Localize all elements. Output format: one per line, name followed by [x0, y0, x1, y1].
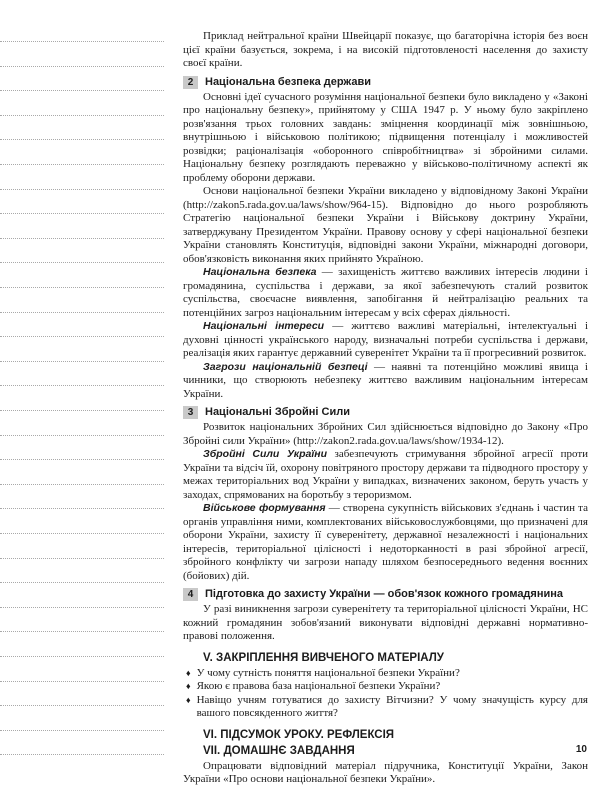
rule-line — [0, 164, 164, 165]
rule-line — [0, 41, 164, 42]
definition-term: Загрози національній безпеці — [203, 360, 368, 373]
homework-paragraph: Опрацювати відповідний матеріал підручника, Конституції України, Закон України «Про основи національної безпеки України». — [183, 759, 588, 785]
rule-line — [0, 410, 164, 411]
rule-line — [0, 754, 164, 755]
section-number-badge: 3 — [183, 406, 198, 419]
rule-line — [0, 656, 164, 657]
definition-text: — життєво важливі матеріальні, інтелектуальні і духовні цінності українського народу, визначальні потреби суспільства і держави, реалізація яких гарантує державний суверенітет України та її прогресивний розвиток. — [183, 320, 588, 359]
rule-line — [0, 66, 164, 67]
rule-line — [0, 582, 164, 583]
diamond-bullet-icon: ♦ — [186, 667, 191, 678]
section-number-badge: 2 — [183, 76, 198, 89]
definition-military-formation — [183, 502, 588, 583]
definition-security-threats — [183, 361, 588, 402]
section-number-badge: 4 — [183, 588, 198, 601]
rule-line — [0, 213, 164, 214]
rule-line — [0, 312, 164, 313]
definition-national-interests — [183, 320, 588, 361]
diamond-bullet-icon: ♦ — [186, 694, 191, 705]
question-text: Якою є правова база національної безпеки України? — [196, 680, 441, 692]
rule-line — [0, 459, 164, 460]
question-item — [186, 667, 588, 681]
rule-line — [0, 607, 164, 608]
rule-line — [0, 533, 164, 534]
page-number: 10 — [575, 744, 587, 755]
rule-line — [0, 484, 164, 485]
rule-line — [0, 336, 164, 337]
definition-text: — захищеність життєво важливих інтересів людини і громадянина, суспільства і держави, за якої забезпечують сталий розвиток суспільства, своєчасне виявлення, запобігання й нейтралізацію реальних та потенційних загроз національним інтересам у всіх сферах діяльності. — [183, 266, 588, 319]
question-item — [186, 680, 588, 694]
definition-term: Збройні Сили України — [203, 448, 328, 460]
rule-line — [0, 238, 164, 239]
paragraph: Основні ідеї сучасного розуміння національної безпеки було викладено у «Законі про національну безпеку», прийнятому у США 1947 р. У ньому було закріплено розв'язання трьох головних завдань: зміцнення координації між зовнішньою, внутрішньою і військовою політикою; підвищення потенціалу і можливостей розвідки; раціоналізація «оборонного співробітництва» зі збройними силами. Національну безпеку розглядають переважно у військово-політичному аспекті як проблему оборони держави. — [183, 90, 588, 184]
paragraph: Розвиток національних Збройних Сил здійснюється відповідно до Закону «Про Збройні сили України» (http://zakon2.rada.gov.ua/laws/show/1934-12). — [183, 421, 588, 447]
diamond-bullet-icon: ♦ — [186, 681, 191, 691]
definition-text: забезпечують стримування збройної агресії проти України та відсіч їй, охорону повітряного простору держави та підводного простору у межах територіальних вод України у випадках, визначених законом, беруть участь у заходах, спрямованих на боротьбу з тероризмом. — [183, 448, 589, 501]
rule-line — [0, 631, 164, 632]
section-title: Національна безпека держави — [205, 75, 371, 88]
definition-national-security — [183, 266, 588, 320]
rule-line — [0, 435, 164, 436]
rule-line — [0, 287, 164, 288]
paragraph: Основи національної безпеки України викладено у відповідному Законі України (http://zakon5.rada.gov.ua/laws/show/964-15). Відповідно до нього розробляють Стратегію національної безпеки України і Військову доктрину України, затверджувану Президентом України. Правову основу у сфері національної безпеки України становлять Конституція, відповідні закони України, міжнародні договори, обов'язковість виконання яких прийнято Україною. — [183, 185, 588, 265]
section-heading-2 — [183, 76, 588, 89]
section-title: Підготовка до захисту України — обов'язок кожного громадянина — [205, 588, 564, 600]
rule-line — [0, 361, 164, 362]
paragraph: У разі виникнення загрози суверенітету та територіальної цілісності України, НС кожний громадянин зобов'язаний виконувати відповідні державні нормативно-правові положення. — [183, 603, 588, 642]
content-column — [183, 30, 588, 787]
question-item — [186, 694, 588, 721]
question-text: Навіщо учням готуватися до захисту Вітчизни? У чому значущість курсу для вашого повсякденного життя? — [196, 693, 588, 719]
rule-line — [0, 189, 164, 190]
rule-line — [0, 730, 164, 731]
rule-line — [0, 681, 164, 682]
rule-line — [0, 508, 164, 509]
rule-line — [0, 90, 164, 91]
definition-term: Національні інтереси — [203, 320, 325, 332]
intro-paragraph: Приклад нейтральної країни Швейцарії показує, що багаторічна історія без воєн цієї країни базується, зокрема, і на високій підготовленості населення до захисту своєї країни. — [183, 30, 588, 69]
stage-heading-vi: VI. ПІДСУМОК УРОКУ. РЕФЛЕКСІЯ — [203, 728, 395, 741]
stage-heading-vii: VII. ДОМАШНЄ ЗАВДАННЯ — [203, 744, 355, 757]
rule-line — [0, 115, 164, 116]
definition-term: Національна безпека — [203, 266, 317, 278]
rule-line — [0, 558, 164, 559]
section-heading-3 — [183, 406, 588, 419]
section-heading-4 — [183, 588, 588, 601]
stage-heading-v: V. ЗАКРІПЛЕННЯ ВИВЧЕНОГО МАТЕРІАЛУ — [203, 651, 444, 664]
margin-rule-lines — [0, 41, 164, 763]
definition-term: Військове формування — [203, 502, 326, 514]
definition-text: — наявні та потенційно можливі явища і чинники, що створюють небезпеку життєво важливим національним інтересам України. — [183, 360, 588, 400]
rule-line — [0, 139, 164, 140]
section-title: Національні Збройні Сили — [205, 406, 350, 418]
rule-line — [0, 705, 164, 706]
definition-armed-forces — [183, 448, 588, 502]
question-text: У чому сутність поняття національної безпеки України? — [196, 666, 460, 679]
rule-line — [0, 262, 164, 263]
rule-line — [0, 385, 164, 386]
definition-text: — створена сукупність військових з'єднань і частин та органів управління ними, комплектованих військовослужбовцями, що призначені для оборони України, захисту її суверенітету, державної незалежності і національних інтересів, територіальної цілісності і недоторканності в разі збройної агресії, збройного конфлікту чи загрози нападу шляхом безпосереднього ведення воєнних (бойових) дій. — [183, 502, 589, 582]
